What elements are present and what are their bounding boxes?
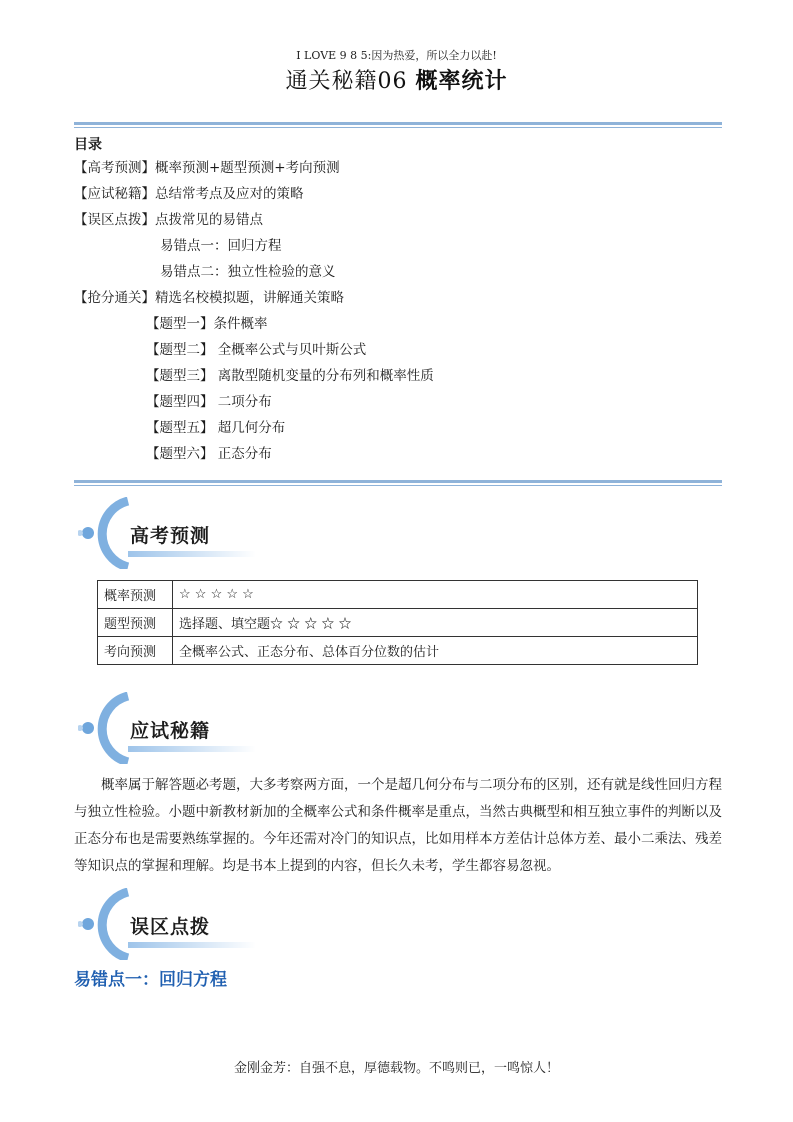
title-main: 通关秘籍06 [285,69,416,94]
row-value: 全概率公式、正态分布、总体百分位数的估计 [173,637,698,665]
toc-tag: 【应试秘籍】 [74,186,155,202]
section-banner-tips [78,692,258,764]
toc-item [146,446,272,462]
pitfall-heading: 易错点一：回归方程 [74,970,227,990]
toc-tag: 【题型四】 [146,394,214,410]
row-label: 概率预测 [98,581,173,609]
toc-text: 离散型随机变量的分布列和概率性质 [213,368,434,384]
toc-item [74,290,344,306]
forecast-table [97,580,698,665]
toc-text: 超几何分布 [213,420,286,436]
toc-text: 精选名校模拟题，讲解通关策略 [155,290,344,306]
footer-motto: 金刚金芳：自强不息，厚德载物。不鸣则已，一鸣惊人！ [233,1061,559,1076]
toc-tag: 【高考预测】 [74,160,155,176]
toc-tag: 【题型二】 [146,342,214,358]
row-value: ☆ ☆ ☆ ☆ ☆ [173,581,698,609]
table-row [98,609,698,637]
toc-heading: 目录 [74,137,102,153]
toc-text: 总结常考点及应对的策略 [155,186,304,202]
row-value: 选择题、填空题☆ ☆ ☆ ☆ ☆ [173,609,698,637]
toc-text: 二项分布 [213,394,272,410]
table-row [98,581,698,609]
toc-item [146,420,285,436]
toc-item [146,368,434,384]
section-title: 误区点拨 [130,916,211,938]
toc-text: 全概率公式与贝叶斯公式 [213,342,367,358]
section-title: 高考预测 [130,525,211,547]
toc-item [74,160,340,176]
toc-tag: 【题型五】 [146,420,214,436]
row-label: 题型预测 [98,609,173,637]
row-label: 考向预测 [98,637,173,665]
toc-tag: 【抢分通关】 [74,290,155,306]
toc-text: 正态分布 [213,446,272,462]
tips-paragraph: 概率属于解答题必考题，大多考察两方面，一个是超几何分布与二项分布的区别，还有就是线性回归方程与独立性检验。小题中新教材新加的全概率公式和条件概率是重点，当然古典概型和相互独立事件的判断以及正态分布也是需要熟练掌握的。今年还需对冷门的知识点，比如用样本方差估计总体方差、最小二乘法、残差等知识点的掌握和理解。均是书本上提到的内容，但长久未考，学生都容易忽视。 [74,777,722,874]
toc-item [146,316,268,332]
toc-text: 条件概率 [213,316,268,332]
toc-text: 概率预测+题型预测+考向预测 [155,160,340,176]
toc-item [146,394,272,410]
toc-item [74,212,263,228]
toc-item [74,186,304,202]
toc-item [160,238,282,254]
toc-tag: 【题型一】 [146,316,214,332]
section-title: 应试秘籍 [130,720,211,742]
toc-tag: 【题型六】 [146,446,214,462]
toc-text: 易错点二：独立性检验的意义 [160,264,336,280]
title-topic: 概率统计 [415,68,508,94]
table-row [98,637,698,665]
toc-item [160,264,336,280]
toc-tag: 【题型三】 [146,368,214,384]
page-title [0,64,793,95]
toc-text: 易错点一：回归方程 [160,238,282,254]
section-banner-forecast [78,497,258,569]
toc-tag: 【误区点拨】 [74,212,155,228]
section-banner-pitfalls [78,888,258,960]
header-motto: I LOVE 9 8 5:因为热爱，所以全力以赴! [296,49,497,62]
toc-item [146,342,366,358]
toc-text: 点拨常见的易错点 [155,212,263,228]
